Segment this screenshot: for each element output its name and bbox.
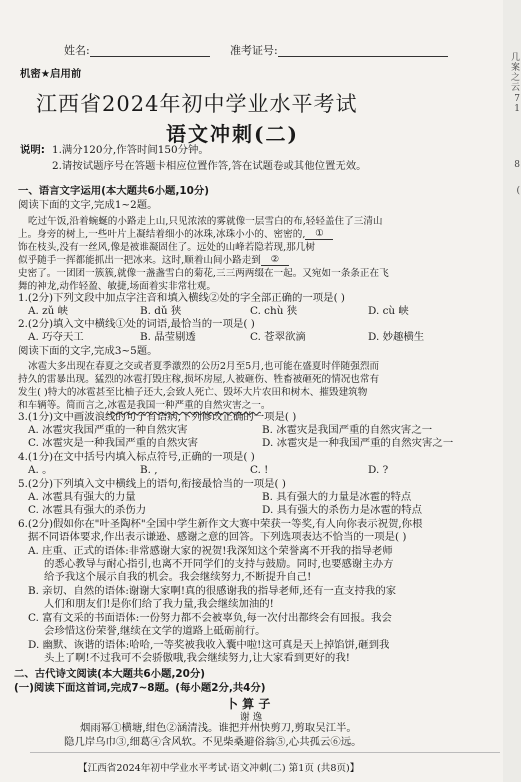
passage-2-line: 和车辆等。简而言之,冰雹是我国一种严重的自然灾害之一。 [18, 400, 271, 411]
next-page-edge [503, 0, 521, 782]
reading-intro-2: 阅读下面的文字,完成3~5题。 [18, 345, 158, 357]
q6-option-d-line: D. 幽默、诙谐的语体:哈哈,一等奖被我收入囊中啦!这可真是天上掉馅饼,砸到我 [28, 639, 390, 651]
q6-option-b-line: B. 亲切、自然的语体:谢谢大家啊!真的很感谢我的指导老师,还有一直支持我的家 [28, 585, 397, 597]
q3-option-d: D. 冰雹灾是一种我国严重的自然灾害之一 [262, 437, 454, 449]
exam-title: 江西省2024年初中学业水平考试 [36, 92, 358, 116]
q4-option-d: D. ? [368, 464, 389, 476]
notes-line-2: 2.请按试题序号在答题卡相应位置作答,答在试题卷或其他位置无效。 [52, 160, 367, 172]
margin-char: 8 [514, 160, 520, 170]
q6-option-c-line: C. 富有文采的书面语体:一份努力都不会被辜负,每一次付出都终会有回报。我会 [28, 612, 392, 624]
blank-2: ② [261, 254, 289, 266]
margin-char: 1 [514, 104, 520, 114]
q2-option-a: A. 巧夺天工 [28, 331, 84, 343]
section-1-heading: 一、语言文字运用(本大题共6小题,10分) [18, 185, 209, 197]
question-3: 3.(1分)文中画波浪线的句子有语病,下列修改正确的一项是( ) [18, 411, 297, 423]
question-1: 1.(2分)下列文段中加点字注音和填入横线②处的字全部正确的一项是( ) [18, 292, 345, 304]
exam-number-field [230, 44, 448, 57]
question-4: 4.(1分)在文中括号内填入标点符号,正确的一项是( ) [18, 451, 255, 463]
q5-option-b: B. 具有强大的力量是冰雹的特点 [262, 491, 412, 503]
passage-1-line: 饰在枝头,没有一丝风,像是被谁凝固住了。远处的山峰若隐若现,那几树 [18, 242, 315, 253]
q2-option-c: C. 苍翠欲滴 [250, 331, 306, 343]
q3-option-c: C. 冰雹灾是一种我国严重的自然灾害 [28, 437, 199, 449]
exam-number-blank [278, 56, 448, 57]
q4-option-c: C. ! [250, 464, 269, 476]
margin-char: 之 [510, 73, 520, 83]
q6-option-a-line: 给予我这个展示自我的机会。我会继续努力,不断提升自己! [44, 571, 312, 583]
question-2: 2.(2分)填入文中横线①处的词语,最恰当的一项是( ) [18, 318, 255, 330]
name-field [64, 44, 210, 57]
q6-option-b-line: 人们和朋友们!是你们给了我力量,我会继续加油的! [44, 598, 274, 610]
blank-1: ① [305, 228, 333, 240]
name-blank [90, 56, 210, 57]
poem-line-2: 隐几岸乌巾③,细葛④含风软。不见柴桑避俗翁⑤,心共孤云⑥远。 [64, 736, 362, 748]
margin-char: 7 [514, 94, 520, 104]
q3-option-b: B. 冰雹灾是我国严重的自然灾害之一 [262, 424, 433, 436]
section-2-heading: 二、古代诗文阅读(本大题共6小题,20分) [14, 668, 205, 680]
confidential-mark: 机密★启用前 [20, 68, 82, 80]
exam-number-label: 准考证号: [230, 44, 278, 57]
question-6-line-1: 6.(2分)假如你在"叶圣陶杯"全国中学生新作文大赛中荣获一等奖,有人向你表示祝贺,你根 [18, 518, 423, 530]
poem-title: 卜 算 子 [226, 697, 271, 711]
passage-2-line: 持久的雷暴出现。猛烈的冰雹打毁庄稼,损坏房屋,人被砸伤、牲畜被砸死的情况也常有 [18, 374, 380, 385]
q1-option-d: D. cù 峡 [368, 305, 409, 317]
passage-1-line: 吃过午饭,沿着蜿蜒的小路走上山,只见浓浓的雾就像一层雪白的布,轻轻盖住了三清山 [28, 216, 383, 227]
passage-1-line: 舞的神龙,动作轻盈、敏捷,场面着实非常壮观。 [18, 281, 216, 292]
page-footer: 【江西省2024年初中学业水平考试·语文冲刺(二) 第1页 (共8页)】 [78, 763, 360, 774]
exam-subtitle: 语文冲刺(二) [166, 122, 299, 146]
poem-author: 谢 逸 [240, 712, 263, 723]
q6-option-a-line: 的悉心教导与耐心指引,也离不开同学们的支持与鼓励。同时,也要感谢主办方 [44, 558, 394, 570]
poem-line-1: 烟雨幂①横塘,绀色②涵清浅。谁把并州快剪刀,剪取吴江半。 [80, 722, 357, 734]
notes-line-1: 1.满分120分,作答时间150分钟。 [52, 144, 209, 156]
q1-option-c: C. chù 狭 [250, 305, 298, 317]
q5-option-a: A. 冰雹具有强大的力量 [28, 491, 136, 503]
q5-option-c: C. 冰雹具有强大的杀伤力 [28, 504, 147, 516]
margin-char: 案 [510, 63, 520, 73]
q4-option-a: A. 。 [28, 464, 53, 476]
question-5: 5.(2分)下列填入文中横线上的语句,衔接最恰当的一项是( ) [18, 478, 286, 490]
q3-option-a: A. 冰雹灾我国严重的一种自然灾害 [28, 424, 188, 436]
q5-option-d: D. 具有强大的杀伤力是冰雹的特点 [262, 504, 423, 516]
passage-2-line: 发生( )特大的冰雹甚至比柚子还大,会致人死亡、毁坏大片农田和树木、摧毁建筑物 [18, 387, 368, 398]
wavy-underlined-sentence: 冰雹是我国一种严重的自然灾害之一 [107, 400, 261, 411]
q1-option-b: B. dǔ 狭 [140, 305, 182, 317]
q6-option-c-line: 会珍惜这份荣誉,继续在文学的道路上砥砺前行。 [44, 625, 266, 637]
question-6-line-2: 据不同语体要求,作出表示谦逊、感谢之意的回答。下列选项表达不恰当的一项是( ) [28, 531, 407, 543]
reading-intro-1: 阅读下面的文字,完成1~2题。 [18, 199, 158, 211]
name-label: 姓名: [64, 44, 90, 57]
q4-option-b: B. , [140, 464, 158, 476]
section-2-subheading: (一)阅读下面这首词,完成7~8题。(每小题2分,共4分) [14, 682, 266, 694]
passage-1-line: 史密了。一团团一簇簇,就像一盏盏雪白的菊花,三三两两缀在一起。又宛如一条条正在飞 [18, 268, 389, 279]
q6-option-a-line: A. 庄重、正式的语体:非常感谢大家的祝贺!我深知这个荣誉离不开我的指导老师 [28, 545, 393, 557]
notes-heading: 说明: [20, 144, 45, 156]
q6-option-d-line: 头上了啊!不过我可不会骄傲哦,我会继续努力,让大家看到更好的我! [44, 652, 350, 664]
margin-char: 几 [510, 53, 520, 63]
q1-option-a: A. zǔ 峡 [28, 305, 68, 317]
passage-1-line: 上。身旁的树上,一些叶片上凝结着细小的冰珠,冰珠小小的、密密的, ① [18, 226, 333, 240]
passage-2-line: 冰雹大多出现在春夏之交或者夏季激烈的公历2月至5月,也可能在盛夏时伴随强烈而 [28, 361, 380, 372]
q2-option-b: B. 晶莹剔透 [140, 331, 196, 343]
q2-option-d: D. 妙趣横生 [368, 331, 425, 343]
margin-char: 云 [510, 83, 520, 93]
footer-divider [30, 752, 500, 753]
margin-char: ( [516, 186, 520, 196]
passage-1-line: 似乎随手一挥都能抓出一把冰来。这时,顺着山间小路走到 ② [18, 252, 289, 266]
